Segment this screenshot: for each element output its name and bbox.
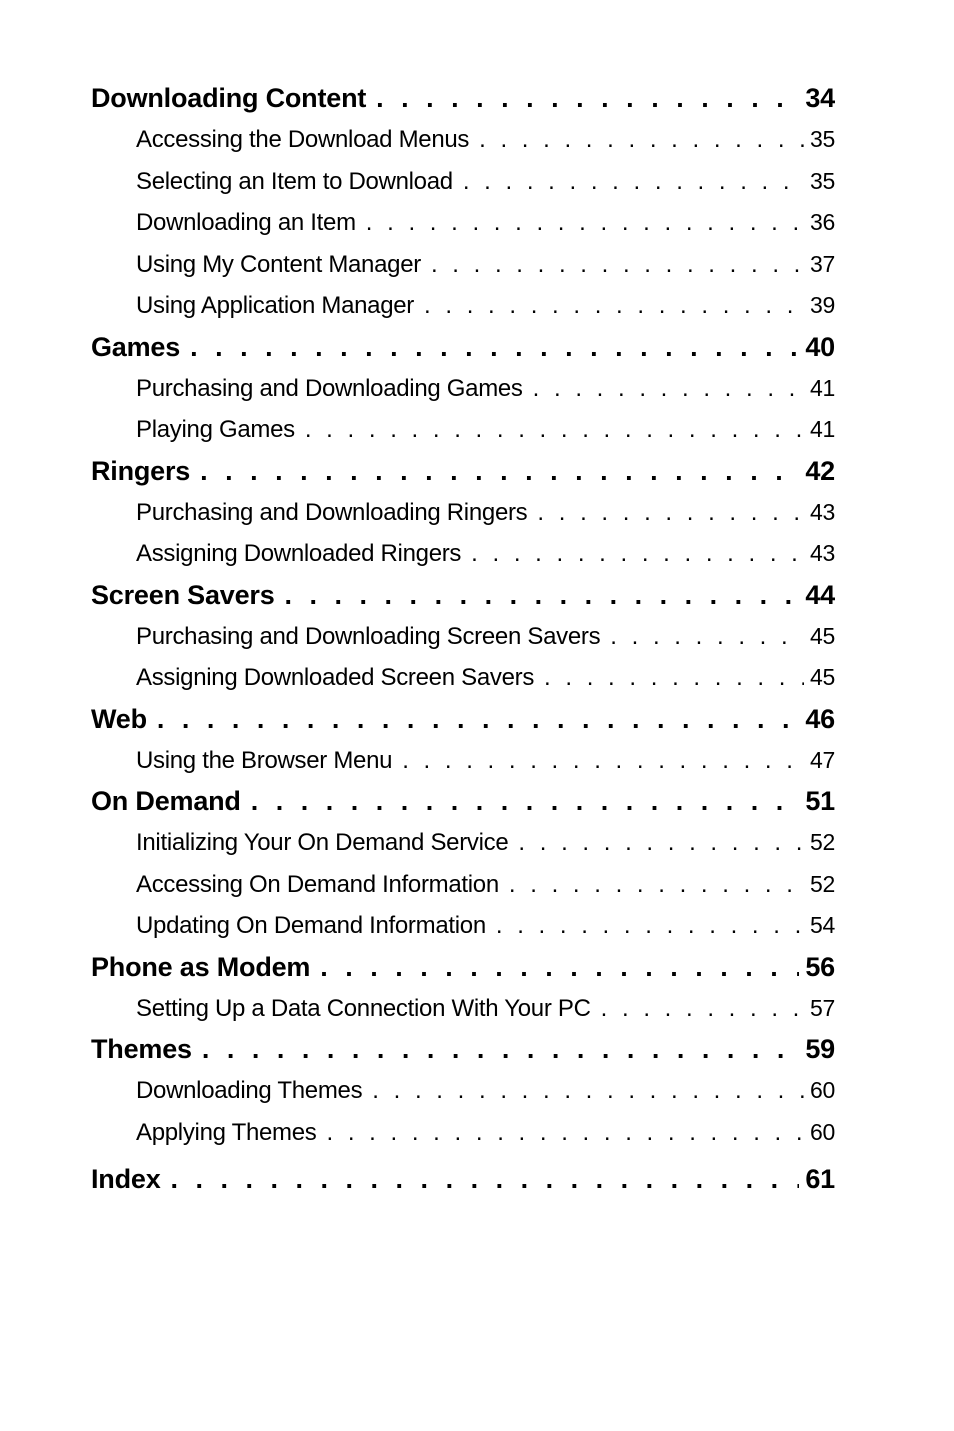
toc-entry-title: Applying Themes bbox=[136, 1118, 317, 1146]
toc-entry-title: Purchasing and Downloading Ringers bbox=[136, 498, 528, 526]
toc-entry[interactable] bbox=[91, 947, 835, 988]
toc-entry[interactable] bbox=[91, 864, 835, 906]
toc-entry[interactable] bbox=[91, 285, 835, 327]
dot-leader bbox=[285, 575, 800, 616]
toc-entry-page: 37 bbox=[810, 250, 835, 277]
toc-entry-page: 34 bbox=[805, 83, 835, 113]
toc-entry-page: 47 bbox=[810, 746, 835, 773]
toc-entry[interactable] bbox=[91, 988, 835, 1030]
dot-leader bbox=[518, 822, 804, 864]
toc-entry-title: Assigning Downloaded Ringers bbox=[136, 540, 462, 567]
toc-entry-title: Purchasing and Downloading Screen Savers bbox=[136, 622, 601, 650]
toc-entry-title: Selecting an Item to Download bbox=[136, 167, 453, 195]
toc-entry-title: Screen Savers bbox=[91, 579, 275, 610]
toc-entry-page: 40 bbox=[805, 331, 835, 362]
toc-entry[interactable] bbox=[91, 616, 835, 658]
dot-leader bbox=[171, 1159, 800, 1200]
toc-entry[interactable] bbox=[91, 78, 835, 119]
toc-entry-page: 45 bbox=[810, 664, 835, 690]
dot-leader bbox=[479, 119, 804, 161]
dot-leader bbox=[200, 451, 799, 492]
toc-entry-page: 44 bbox=[805, 579, 835, 610]
dot-leader bbox=[509, 864, 804, 906]
dot-leader bbox=[471, 533, 804, 575]
toc-entry[interactable] bbox=[91, 1159, 835, 1200]
dot-leader bbox=[376, 78, 799, 119]
toc-entry-title: On Demand bbox=[91, 786, 241, 816]
toc-entry-page: 43 bbox=[810, 498, 835, 525]
toc-entry[interactable] bbox=[91, 409, 835, 451]
dot-leader bbox=[402, 740, 804, 782]
dot-leader bbox=[463, 161, 804, 203]
toc-entry-title: Index bbox=[91, 1164, 161, 1194]
toc-entry-page: 36 bbox=[810, 209, 835, 235]
toc-entry-title: Updating On Demand Information bbox=[136, 912, 486, 939]
dot-leader bbox=[496, 905, 804, 947]
toc-entry-page: 60 bbox=[810, 1118, 835, 1145]
toc-entry-page: 57 bbox=[810, 994, 835, 1021]
toc-entry[interactable] bbox=[91, 1070, 835, 1112]
toc-entry-title: Web bbox=[91, 703, 147, 734]
dot-leader bbox=[544, 657, 804, 699]
toc-entry[interactable] bbox=[91, 905, 835, 947]
toc-entry[interactable] bbox=[91, 161, 835, 203]
toc-entry-page: 54 bbox=[810, 912, 835, 938]
toc-entry[interactable] bbox=[91, 740, 835, 782]
dot-leader bbox=[327, 1112, 805, 1154]
toc-entry-title: Downloading Themes bbox=[136, 1077, 363, 1104]
toc-entry-page: 39 bbox=[810, 292, 835, 318]
toc-entry-page: 41 bbox=[810, 416, 835, 442]
toc-entry-title: Themes bbox=[91, 1034, 192, 1064]
toc-entry[interactable] bbox=[91, 1029, 835, 1070]
toc-entry-page: 45 bbox=[810, 622, 835, 649]
dot-leader bbox=[424, 285, 804, 327]
toc-entry[interactable] bbox=[91, 1112, 835, 1154]
dot-leader bbox=[202, 1029, 800, 1070]
toc-entry[interactable] bbox=[91, 244, 835, 286]
toc-entry[interactable] bbox=[91, 451, 835, 492]
toc-entry-title: Using Application Manager bbox=[136, 292, 415, 319]
dot-leader bbox=[366, 202, 804, 244]
toc-entry-title: Accessing the Download Menus bbox=[136, 126, 470, 153]
toc-entry[interactable] bbox=[91, 822, 835, 864]
toc-entry-page: 56 bbox=[805, 951, 835, 982]
toc-entry[interactable] bbox=[91, 657, 835, 699]
toc-entry-title: Assigning Downloaded Screen Savers bbox=[136, 664, 535, 691]
toc-entry-title: Setting Up a Data Connection With Your PC bbox=[136, 994, 591, 1022]
toc-entry-page: 61 bbox=[805, 1164, 835, 1194]
dot-leader bbox=[190, 327, 799, 368]
dot-leader bbox=[533, 368, 804, 410]
toc-entry-title: Accessing On Demand Information bbox=[136, 870, 499, 898]
toc-entry[interactable] bbox=[91, 119, 835, 161]
dot-leader bbox=[372, 1070, 804, 1112]
toc-entry-title: Playing Games bbox=[136, 416, 295, 443]
toc-entry-page: 43 bbox=[810, 540, 835, 566]
toc-entry[interactable] bbox=[91, 575, 835, 616]
toc-entry[interactable] bbox=[91, 781, 835, 822]
toc-entry-title: Purchasing and Downloading Games bbox=[136, 374, 523, 402]
toc-entry-title: Downloading Content bbox=[91, 83, 367, 113]
toc-entry-page: 52 bbox=[810, 829, 835, 855]
toc-entry[interactable] bbox=[91, 327, 835, 368]
toc-entry-title: Phone as Modem bbox=[91, 951, 311, 982]
toc-entry-title: Using the Browser Menu bbox=[136, 746, 393, 774]
toc-entry-page: 35 bbox=[810, 126, 835, 152]
toc-entry-title: Using My Content Manager bbox=[136, 250, 421, 278]
dot-leader bbox=[537, 492, 804, 534]
dot-leader bbox=[610, 616, 804, 658]
toc-entry-title: Ringers bbox=[91, 455, 191, 486]
toc-entry[interactable] bbox=[91, 533, 835, 575]
dot-leader bbox=[251, 781, 800, 822]
toc-entry-page: 52 bbox=[810, 870, 835, 897]
dot-leader bbox=[157, 699, 799, 740]
toc-entry-page: 41 bbox=[810, 374, 835, 401]
dot-leader bbox=[305, 409, 804, 451]
toc-entry-page: 42 bbox=[805, 455, 835, 486]
toc-entry-page: 51 bbox=[805, 786, 835, 816]
toc-entry-page: 60 bbox=[810, 1077, 835, 1103]
toc-entry[interactable] bbox=[91, 699, 835, 740]
toc-entry-page: 46 bbox=[805, 703, 835, 734]
dot-leader bbox=[601, 988, 804, 1030]
toc-entry-page: 35 bbox=[810, 167, 835, 194]
toc-entry[interactable] bbox=[91, 492, 835, 534]
toc-entry-title: Initializing Your On Demand Service bbox=[136, 829, 509, 856]
dot-leader bbox=[320, 947, 799, 988]
toc-entry[interactable] bbox=[91, 202, 835, 244]
toc-entry-page: 59 bbox=[805, 1034, 835, 1064]
table-of-contents bbox=[91, 78, 835, 1200]
toc-entry-title: Downloading an Item bbox=[136, 209, 356, 236]
toc-entry[interactable] bbox=[91, 368, 835, 410]
toc-entry-title: Games bbox=[91, 331, 181, 362]
dot-leader bbox=[431, 244, 804, 286]
